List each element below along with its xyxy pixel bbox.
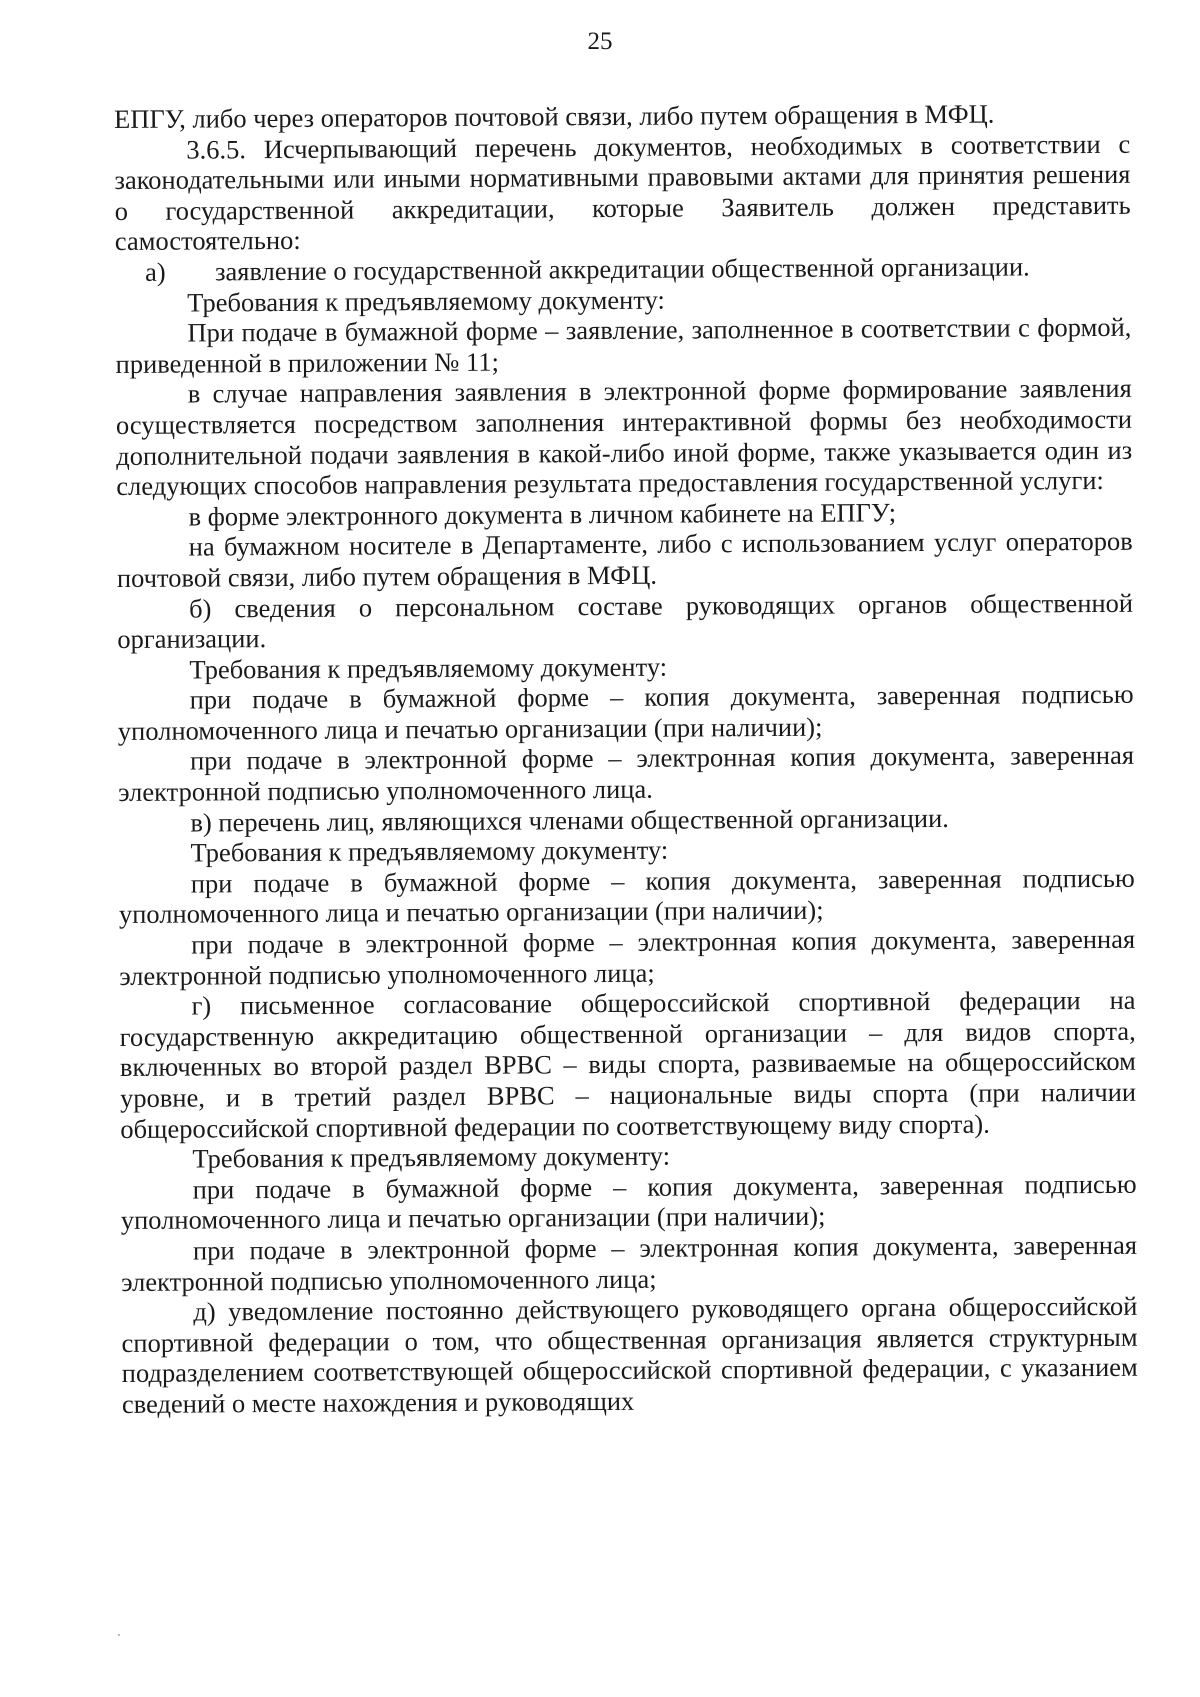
paragraph-item-b: б) сведения о персональном составе руководящих органов общественной организации.	[117, 587, 1134, 655]
paragraph-requirements-heading: Требования к предъявляемому документу:	[187, 284, 665, 318]
paragraph-continuation: ЕПГУ, либо через операторов почтовой связи, либо путем обращения в МФЦ.	[114, 98, 995, 134]
paragraph-electronic-copy: при подаче в электронной форме – электронная копия документа, заверенная электронной подписью уполномоченного лица.	[118, 740, 1135, 808]
paragraph-electronic-copy: при подаче в электронной форме – электронная копия документа, заверенная электронной подписью уполномоченного лица;	[119, 923, 1136, 991]
paragraph-item-d: д) уведомление постоянно действующего руководящего органа общероссийской спортивной федерации о том, что общественная организация является структурным подразделением соответствующей общероссийской спортивной федерации, с указанием сведений о месте нахождения и руководящих	[121, 1290, 1138, 1419]
item-a-text: заявление о государственной аккредитации общественной организации.	[214, 251, 1030, 287]
paragraph-result-paper: на бумажном носителе в Департаменте, либо с использованием услуг операторов почтовой связи, либо путем обращения в МФЦ.	[116, 526, 1133, 593]
paragraph-electronic-copy: при подаче в электронной форме – электронная копия документа, заверенная электронной подписью уполномоченного лица;	[121, 1229, 1138, 1297]
paragraph-paper-copy: при подаче в бумажной форме – копия документа, заверенная подписью уполномоченного лица и печатью организации (при наличии);	[120, 1168, 1137, 1236]
paragraph-paper-form-application: При подаче в бумажной форме – заявление, заполненное в соответствии с формой, приведенной в приложении № 11;	[115, 311, 1132, 379]
paragraph-requirements-heading: Требования к предъявляемому документу:	[192, 1140, 671, 1174]
scan-artifact	[118, 1634, 120, 1636]
paragraph-item-g: г) письменное согласование общероссийской спортивной федерации на государственную аккредитацию общественной организации – для видов спорта, включенных во второй раздел ВРВС – виды спорта, развиваемые на общероссийском уровне, и в третий раздел ВРВС – национальные виды спорта (при наличии общероссийской спортивной федерации по соответствующему виду спорта).	[119, 984, 1137, 1144]
paragraph-requirements-heading: Требования к предъявляемому документу:	[189, 651, 668, 685]
paragraph-paper-copy: при подаче в бумажной форме – копия документа, заверенная подписью уполномоченного лица и печатью организации (при наличии);	[117, 679, 1134, 746]
paragraph-result-electronic: в форме электронного документа в личном кабинете на ЕПГУ;	[188, 496, 897, 532]
paragraph-item-v: в) перечень лиц, являющихся членами общественной организации.	[190, 802, 949, 838]
paragraph-item-a	[115, 251, 1131, 288]
document-body	[114, 98, 1138, 1420]
page-number: 25	[587, 28, 613, 55]
paragraph-electronic-form-application: в случае направления заявления в электронной форме формирование заявления осуществляется посредством заполнения интерактивной формы без необходимости дополнительной подачи заявления в какой-либо иной форме, также указывается один из следующих способов направления результата предоставления государственной услуги:	[115, 373, 1133, 502]
paragraph-requirements-heading: Требования к предъявляемому документу:	[190, 834, 669, 868]
paragraph-paper-copy: при подаче в бумажной форме – копия документа, заверенная подписью уполномоченного лица и печатью организации (при наличии);	[118, 862, 1135, 930]
item-a-marker: а)	[144, 256, 166, 287]
paragraph-section-3-6-5: 3.6.5. Исчерпывающий перечень документов, необходимых в соответствии с законодательными или иными нормативными правовыми актами для принятия решения о государственной аккредитации, которые Заявитель должен представить самостоятельно:	[114, 128, 1131, 257]
